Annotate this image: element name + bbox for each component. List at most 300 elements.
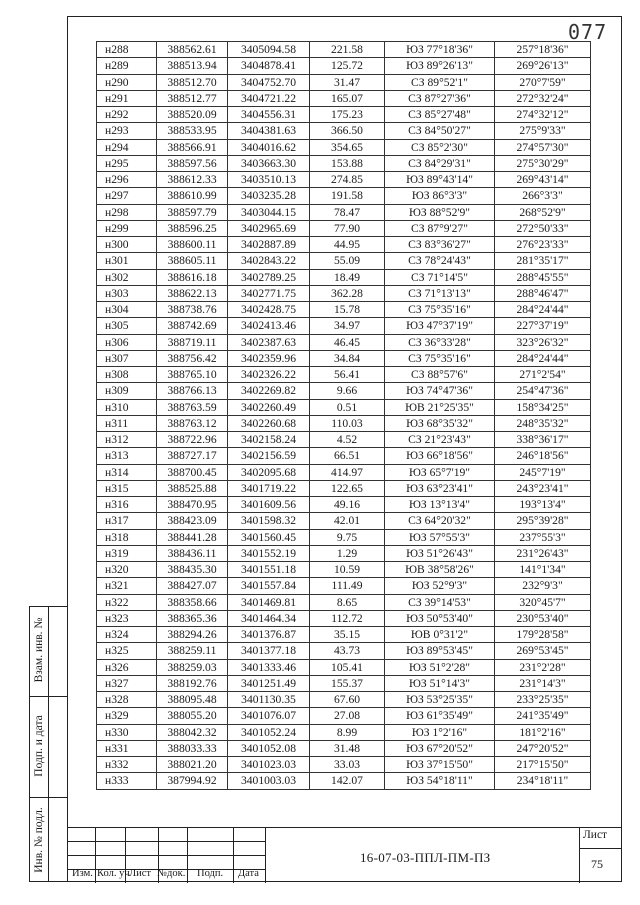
table-cell: 3402359.96 bbox=[228, 350, 310, 366]
table-row bbox=[97, 415, 591, 431]
table-cell: ЮЗ 89°53'45" bbox=[385, 643, 495, 659]
podp-label: Подп. bbox=[197, 868, 224, 879]
table-cell: 3401052.08 bbox=[228, 740, 310, 756]
table-row bbox=[97, 610, 591, 626]
table-row bbox=[97, 545, 591, 561]
table-cell: 3401598.32 bbox=[228, 513, 310, 529]
table-cell: СЗ 89°52'1" bbox=[385, 74, 495, 90]
table-cell: 3401719.22 bbox=[228, 480, 310, 496]
table-cell: СЗ 75°35'16" bbox=[385, 302, 495, 318]
table-cell: 3401003.03 bbox=[228, 773, 310, 789]
sheet-number: 75 bbox=[591, 857, 603, 871]
table-cell: 3402965.69 bbox=[228, 220, 310, 236]
table-cell: 9.66 bbox=[310, 383, 385, 399]
table-cell: 217°15'50" bbox=[495, 757, 591, 773]
table-cell: ЮЗ 53°25'35" bbox=[385, 692, 495, 708]
table-cell: 388095.48 bbox=[157, 692, 228, 708]
table-row bbox=[97, 627, 591, 643]
table-cell: н308 bbox=[97, 367, 157, 383]
table-cell: 3401560.45 bbox=[228, 529, 310, 545]
table-cell: 141°1'34" bbox=[495, 562, 591, 578]
table-cell: 388616.18 bbox=[157, 269, 228, 285]
table-row bbox=[97, 42, 591, 58]
table-cell: 323°26'32" bbox=[495, 334, 591, 350]
table-cell: ЮЗ 51°26'43" bbox=[385, 545, 495, 561]
table-cell: н320 bbox=[97, 562, 157, 578]
table-cell: н332 bbox=[97, 757, 157, 773]
table-cell: 388436.11 bbox=[157, 545, 228, 561]
table-cell: н306 bbox=[97, 334, 157, 350]
table-cell: 388055.20 bbox=[157, 708, 228, 724]
table-cell: 288°45'55" bbox=[495, 269, 591, 285]
table-cell: 3405094.58 bbox=[228, 42, 310, 58]
table-cell: СЗ 39°14'53" bbox=[385, 594, 495, 610]
table-row bbox=[97, 513, 591, 529]
table-row bbox=[97, 497, 591, 513]
table-cell: 3404878.41 bbox=[228, 58, 310, 74]
table-cell: СЗ 87°27'36" bbox=[385, 90, 495, 106]
table-cell: 3402095.68 bbox=[228, 464, 310, 480]
table-cell: 55.09 bbox=[310, 253, 385, 269]
table-cell: 388259.11 bbox=[157, 643, 228, 659]
table-cell: 3401464.34 bbox=[228, 610, 310, 626]
table-cell: 388513.94 bbox=[157, 58, 228, 74]
table-cell: 295°39'28" bbox=[495, 513, 591, 529]
table-cell: 112.72 bbox=[310, 610, 385, 626]
table-row bbox=[97, 383, 591, 399]
table-row bbox=[97, 675, 591, 691]
table-cell: 274°32'12" bbox=[495, 107, 591, 123]
table-cell: н324 bbox=[97, 627, 157, 643]
table-cell: 179°28'58" bbox=[495, 627, 591, 643]
table-cell: н296 bbox=[97, 172, 157, 188]
table-cell: 388756.42 bbox=[157, 350, 228, 366]
table-cell: 9.75 bbox=[310, 529, 385, 545]
table-cell: 388021.20 bbox=[157, 757, 228, 773]
table-cell: 388562.61 bbox=[157, 42, 228, 58]
table-cell: н314 bbox=[97, 464, 157, 480]
table-cell: 269°43'14" bbox=[495, 172, 591, 188]
table-cell: 34.84 bbox=[310, 350, 385, 366]
table-cell: 388033.33 bbox=[157, 740, 228, 756]
table-cell: н305 bbox=[97, 318, 157, 334]
list-label: Лист bbox=[129, 868, 151, 879]
table-cell: 388520.09 bbox=[157, 107, 228, 123]
table-cell: 3401076.07 bbox=[228, 708, 310, 724]
table-cell: СЗ 84°29'31" bbox=[385, 155, 495, 171]
table-cell: 274.85 bbox=[310, 172, 385, 188]
table-cell: 42.01 bbox=[310, 513, 385, 529]
table-cell: 193°13'4" bbox=[495, 497, 591, 513]
table-cell: 388042.32 bbox=[157, 724, 228, 740]
table-cell: 272°32'24" bbox=[495, 90, 591, 106]
table-cell: 388533.95 bbox=[157, 123, 228, 139]
table-row bbox=[97, 692, 591, 708]
table-row bbox=[97, 708, 591, 724]
table-cell: н312 bbox=[97, 432, 157, 448]
table-cell: 3404556.31 bbox=[228, 107, 310, 123]
table-cell: 3403235.28 bbox=[228, 188, 310, 204]
table-row bbox=[97, 367, 591, 383]
table-cell: н297 bbox=[97, 188, 157, 204]
table-cell: 1.29 bbox=[310, 545, 385, 561]
table-row bbox=[97, 773, 591, 789]
table-cell: СЗ 78°24'43" bbox=[385, 253, 495, 269]
table-cell: 221.58 bbox=[310, 42, 385, 58]
table-cell: н303 bbox=[97, 285, 157, 301]
table-cell: н333 bbox=[97, 773, 157, 789]
table-cell: н325 bbox=[97, 643, 157, 659]
table-row bbox=[97, 724, 591, 740]
table-cell: 3404752.70 bbox=[228, 74, 310, 90]
sheet-label: Лист bbox=[583, 829, 608, 841]
table-cell: ЮЗ 51°2'28" bbox=[385, 659, 495, 675]
table-cell: 34.97 bbox=[310, 318, 385, 334]
table-cell: 3402771.75 bbox=[228, 285, 310, 301]
table-row bbox=[97, 432, 591, 448]
table-cell: 31.48 bbox=[310, 740, 385, 756]
table-cell: ЮЗ 50°53'40" bbox=[385, 610, 495, 626]
table-cell: ЮЗ 67°20'52" bbox=[385, 740, 495, 756]
table-cell: 388766.13 bbox=[157, 383, 228, 399]
table-cell: 43.73 bbox=[310, 643, 385, 659]
table-cell: 388525.88 bbox=[157, 480, 228, 496]
table-cell: 158°34'25" bbox=[495, 399, 591, 415]
table-cell: 27.08 bbox=[310, 708, 385, 724]
table-cell: 3404016.62 bbox=[228, 139, 310, 155]
table-cell: 231°14'3" bbox=[495, 675, 591, 691]
table-row bbox=[97, 334, 591, 350]
table-cell: 15.78 bbox=[310, 302, 385, 318]
table-cell: ЮЗ 68°35'32" bbox=[385, 415, 495, 431]
table-cell: н316 bbox=[97, 497, 157, 513]
table-cell: 3401023.03 bbox=[228, 757, 310, 773]
table-row bbox=[97, 155, 591, 171]
table-cell: ЮЗ 65°7'19" bbox=[385, 464, 495, 480]
table-cell: 227°37'19" bbox=[495, 318, 591, 334]
table-cell: 142.07 bbox=[310, 773, 385, 789]
table-cell: н304 bbox=[97, 302, 157, 318]
table-cell: 105.41 bbox=[310, 659, 385, 675]
table-cell: 3402326.22 bbox=[228, 367, 310, 383]
table-cell: 271°2'54" bbox=[495, 367, 591, 383]
table-cell: 388358.66 bbox=[157, 594, 228, 610]
table-cell: н310 bbox=[97, 399, 157, 415]
table-cell: 245°7'19" bbox=[495, 464, 591, 480]
data-label: Дата bbox=[238, 868, 259, 879]
vzam-inv-label: Взам. инв. № bbox=[33, 617, 45, 683]
table-cell: 3403663.30 bbox=[228, 155, 310, 171]
table-cell: 46.45 bbox=[310, 334, 385, 350]
table-cell: 3401551.18 bbox=[228, 562, 310, 578]
table-cell: 354.65 bbox=[310, 139, 385, 155]
table-cell: 231°2'28" bbox=[495, 659, 591, 675]
table-cell: 66.51 bbox=[310, 448, 385, 464]
table-cell: 155.37 bbox=[310, 675, 385, 691]
table-cell: СЗ 83°36'27" bbox=[385, 237, 495, 253]
table-cell: 388722.96 bbox=[157, 432, 228, 448]
table-cell: 3403044.15 bbox=[228, 204, 310, 220]
table-cell: 254°47'36" bbox=[495, 383, 591, 399]
table-cell: 275°30'29" bbox=[495, 155, 591, 171]
table-cell: 281°35'17" bbox=[495, 253, 591, 269]
table-cell: н318 bbox=[97, 529, 157, 545]
table-row bbox=[97, 350, 591, 366]
table-cell: 111.49 bbox=[310, 578, 385, 594]
table-row bbox=[97, 529, 591, 545]
table-cell: 3404381.63 bbox=[228, 123, 310, 139]
table-row bbox=[97, 269, 591, 285]
table-row bbox=[97, 578, 591, 594]
table-cell: ЮЗ 63°23'41" bbox=[385, 480, 495, 496]
table-row bbox=[97, 643, 591, 659]
table-cell: 3401251.49 bbox=[228, 675, 310, 691]
table-cell: н309 bbox=[97, 383, 157, 399]
table-cell: 388612.33 bbox=[157, 172, 228, 188]
table-cell: н292 bbox=[97, 107, 157, 123]
table-cell: н289 bbox=[97, 58, 157, 74]
table-cell: 3403510.13 bbox=[228, 172, 310, 188]
table-cell: СЗ 75°35'16" bbox=[385, 350, 495, 366]
table-cell: 153.88 bbox=[310, 155, 385, 171]
table-row bbox=[97, 74, 591, 90]
table-cell: 10.59 bbox=[310, 562, 385, 578]
table-cell: 3401130.35 bbox=[228, 692, 310, 708]
table-cell: 4.52 bbox=[310, 432, 385, 448]
table-row bbox=[97, 253, 591, 269]
table-cell: СЗ 21°23'43" bbox=[385, 432, 495, 448]
table-cell: 18.49 bbox=[310, 269, 385, 285]
table-cell: 388622.13 bbox=[157, 285, 228, 301]
table-cell: ЮЗ 89°43'14" bbox=[385, 172, 495, 188]
table-cell: 248°35'32" bbox=[495, 415, 591, 431]
table-cell: н298 bbox=[97, 204, 157, 220]
table-cell: ЮЗ 89°26'13" bbox=[385, 58, 495, 74]
table-cell: 3401376.87 bbox=[228, 627, 310, 643]
table-cell: н330 bbox=[97, 724, 157, 740]
table-cell: 110.03 bbox=[310, 415, 385, 431]
table-cell: н293 bbox=[97, 123, 157, 139]
table-cell: 3402260.49 bbox=[228, 399, 310, 415]
table-row bbox=[97, 740, 591, 756]
table-cell: н327 bbox=[97, 675, 157, 691]
table-row bbox=[97, 204, 591, 220]
table-cell: 388719.11 bbox=[157, 334, 228, 350]
table-cell: 33.03 bbox=[310, 757, 385, 773]
table-cell: 3402269.82 bbox=[228, 383, 310, 399]
table-cell: н331 bbox=[97, 740, 157, 756]
table-cell: 388441.28 bbox=[157, 529, 228, 545]
table-cell: 67.60 bbox=[310, 692, 385, 708]
table-cell: 388427.07 bbox=[157, 578, 228, 594]
table-cell: 191.58 bbox=[310, 188, 385, 204]
table-cell: 241°35'49" bbox=[495, 708, 591, 724]
table-cell: 232°9'3" bbox=[495, 578, 591, 594]
table-cell: 77.90 bbox=[310, 220, 385, 236]
table-cell: ЮЗ 57°55'3" bbox=[385, 529, 495, 545]
table-cell: н290 bbox=[97, 74, 157, 90]
table-cell: 388566.91 bbox=[157, 139, 228, 155]
table-cell: 268°52'9" bbox=[495, 204, 591, 220]
table-cell: н300 bbox=[97, 237, 157, 253]
table-cell: 388512.70 bbox=[157, 74, 228, 90]
table-cell: 338°36'17" bbox=[495, 432, 591, 448]
table-row bbox=[97, 448, 591, 464]
table-row bbox=[97, 399, 591, 415]
table-cell: н294 bbox=[97, 139, 157, 155]
table-cell: 388365.36 bbox=[157, 610, 228, 626]
ndok-label: №док. bbox=[157, 868, 186, 879]
side-stamp bbox=[29, 606, 67, 882]
table-cell: ЮЗ 77°18'36" bbox=[385, 42, 495, 58]
table-cell: 175.23 bbox=[310, 107, 385, 123]
table-cell: 388294.26 bbox=[157, 627, 228, 643]
table-cell: 288°46'47" bbox=[495, 285, 591, 301]
table-row bbox=[97, 123, 591, 139]
table-row bbox=[97, 237, 591, 253]
table-cell: 247°20'52" bbox=[495, 740, 591, 756]
inv-podl-label: Инв. № подл. bbox=[33, 807, 45, 873]
table-cell: СЗ 71°13'13" bbox=[385, 285, 495, 301]
table-cell: 284°24'44" bbox=[495, 302, 591, 318]
table-cell: 35.15 bbox=[310, 627, 385, 643]
table-cell: 388727.17 bbox=[157, 448, 228, 464]
table-row bbox=[97, 562, 591, 578]
table-cell: 8.65 bbox=[310, 594, 385, 610]
table-cell: н302 bbox=[97, 269, 157, 285]
table-cell: н321 bbox=[97, 578, 157, 594]
table-cell: 231°26'43" bbox=[495, 545, 591, 561]
table-cell: 388512.77 bbox=[157, 90, 228, 106]
table-cell: н307 bbox=[97, 350, 157, 366]
table-cell: ЮЗ 86°3'3" bbox=[385, 188, 495, 204]
table-cell: 3401469.81 bbox=[228, 594, 310, 610]
table-row bbox=[97, 172, 591, 188]
table-cell: 274°57'30" bbox=[495, 139, 591, 155]
table-cell: СЗ 64°20'32" bbox=[385, 513, 495, 529]
table-cell: 125.72 bbox=[310, 58, 385, 74]
table-cell: 388742.69 bbox=[157, 318, 228, 334]
table-cell: ЮЗ 52°9'3" bbox=[385, 578, 495, 594]
table-cell: 388605.11 bbox=[157, 253, 228, 269]
table-cell: СЗ 85°27'48" bbox=[385, 107, 495, 123]
table-cell: 269°53'45" bbox=[495, 643, 591, 659]
table-cell: н311 bbox=[97, 415, 157, 431]
table-cell: н328 bbox=[97, 692, 157, 708]
table-row bbox=[97, 139, 591, 155]
table-cell: 284°24'44" bbox=[495, 350, 591, 366]
table-row bbox=[97, 302, 591, 318]
table-row bbox=[97, 90, 591, 106]
table-cell: ЮЗ 74°47'36" bbox=[385, 383, 495, 399]
table-cell: 388763.59 bbox=[157, 399, 228, 415]
table-cell: 388470.95 bbox=[157, 497, 228, 513]
table-cell: 49.16 bbox=[310, 497, 385, 513]
table-cell: 388765.10 bbox=[157, 367, 228, 383]
table-cell: 388763.12 bbox=[157, 415, 228, 431]
table-cell: 269°26'13" bbox=[495, 58, 591, 74]
table-cell: 3401377.18 bbox=[228, 643, 310, 659]
table-row bbox=[97, 594, 591, 610]
table-cell: 243°23'41" bbox=[495, 480, 591, 496]
table-cell: ЮЗ 66°18'56" bbox=[385, 448, 495, 464]
table-row bbox=[97, 464, 591, 480]
table-cell: 257°18'36" bbox=[495, 42, 591, 58]
table-cell: 233°25'35" bbox=[495, 692, 591, 708]
table-cell: 276°23'33" bbox=[495, 237, 591, 253]
table-cell: 8.99 bbox=[310, 724, 385, 740]
table-cell: 3402387.63 bbox=[228, 334, 310, 350]
table-cell: СЗ 85°2'30" bbox=[385, 139, 495, 155]
table-cell: СЗ 87°9'27" bbox=[385, 220, 495, 236]
table-cell: 388435.30 bbox=[157, 562, 228, 578]
table-cell: 275°9'33" bbox=[495, 123, 591, 139]
table-cell: ЮЗ 1°2'16" bbox=[385, 724, 495, 740]
table-cell: н299 bbox=[97, 220, 157, 236]
table-cell: СЗ 71°14'5" bbox=[385, 269, 495, 285]
table-cell: ЮЗ 61°35'49" bbox=[385, 708, 495, 724]
table-cell: 388259.03 bbox=[157, 659, 228, 675]
table-cell: 270°7'59" bbox=[495, 74, 591, 90]
table-cell: 366.50 bbox=[310, 123, 385, 139]
table-cell: 320°45'7" bbox=[495, 594, 591, 610]
table-cell: 388423.09 bbox=[157, 513, 228, 529]
table-cell: 388600.11 bbox=[157, 237, 228, 253]
table-cell: 388738.76 bbox=[157, 302, 228, 318]
table-row bbox=[97, 480, 591, 496]
table-cell: 3401609.56 bbox=[228, 497, 310, 513]
table-cell: 3402156.59 bbox=[228, 448, 310, 464]
table-row bbox=[97, 220, 591, 236]
table-cell: 3401557.84 bbox=[228, 578, 310, 594]
table-cell: н326 bbox=[97, 659, 157, 675]
table-cell: 3402887.89 bbox=[228, 237, 310, 253]
izm-label: Изм. bbox=[72, 868, 93, 879]
table-cell: 3401552.19 bbox=[228, 545, 310, 561]
table-cell: 388700.45 bbox=[157, 464, 228, 480]
table-cell: н313 bbox=[97, 448, 157, 464]
table-cell: 3402158.24 bbox=[228, 432, 310, 448]
table-cell: 3402260.68 bbox=[228, 415, 310, 431]
table-cell: 56.41 bbox=[310, 367, 385, 383]
table-cell: 388597.56 bbox=[157, 155, 228, 171]
table-cell: 388597.79 bbox=[157, 204, 228, 220]
table-cell: 0.51 bbox=[310, 399, 385, 415]
table-row bbox=[97, 58, 591, 74]
table-cell: 388596.25 bbox=[157, 220, 228, 236]
table-row bbox=[97, 188, 591, 204]
table-row bbox=[97, 107, 591, 123]
table-cell: 230°53'40" bbox=[495, 610, 591, 626]
table-row bbox=[97, 757, 591, 773]
table-cell: н323 bbox=[97, 610, 157, 626]
table-cell: ЮЗ 88°52'9" bbox=[385, 204, 495, 220]
table-cell: 3402843.22 bbox=[228, 253, 310, 269]
table-cell: 362.28 bbox=[310, 285, 385, 301]
table-cell: 266°3'3" bbox=[495, 188, 591, 204]
table-cell: 3401052.24 bbox=[228, 724, 310, 740]
table-cell: ЮЗ 51°14'3" bbox=[385, 675, 495, 691]
table-cell: н291 bbox=[97, 90, 157, 106]
table-cell: 388192.76 bbox=[157, 675, 228, 691]
table-cell: 237°55'3" bbox=[495, 529, 591, 545]
table-cell: н301 bbox=[97, 253, 157, 269]
document-code: 16-07-03-ППЛ-ПМ-ПЗ bbox=[360, 850, 491, 865]
coordinates-table bbox=[96, 41, 591, 790]
table-cell: 44.95 bbox=[310, 237, 385, 253]
table-cell: 246°18'56" bbox=[495, 448, 591, 464]
table-cell: ЮВ 38°58'26" bbox=[385, 562, 495, 578]
